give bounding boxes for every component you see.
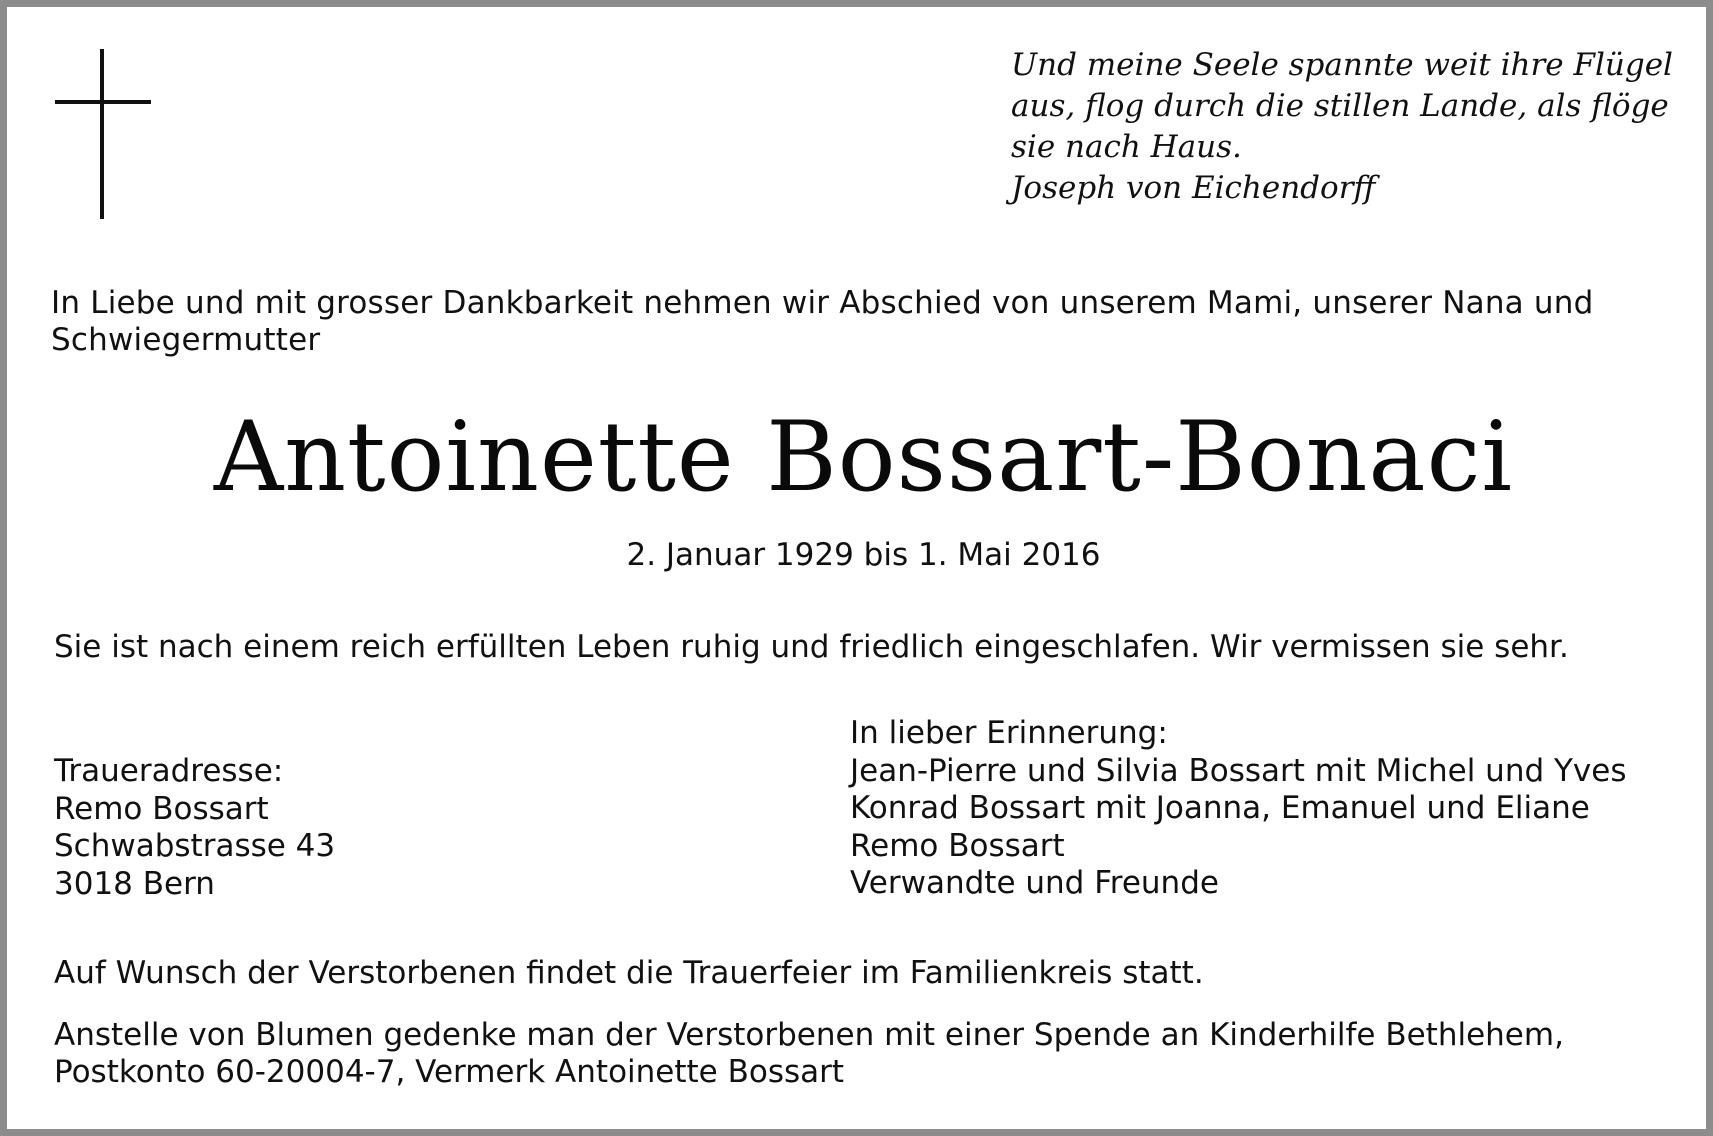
deceased-name: Antoinette Bossart-Bonaci [213,401,1514,513]
memory-block [850,715,1627,903]
cross-icon [55,49,151,219]
memory-label: In lieber Erinnerung: [850,715,1168,751]
poem-quote [1011,45,1691,209]
quote-line: Und meine Seele spannte weit ihre Flügel [1011,47,1673,83]
address-label: Traueradresse: [54,753,284,789]
intro-line: In Liebe und mit grosser Dankbarkeit nehmen wir Abschied von unserem Mami, unserer Nana und [51,285,1594,321]
mourner-line: Verwandte und Freunde [850,865,1219,901]
mourner-line: Remo Bossart [850,827,1065,864]
address-line: Remo Bossart [54,790,269,827]
address-line: 3018 Bern [54,865,215,902]
mourner-line: Jean-Pierre und Silvia Bossart mit Michel und Yves [850,752,1627,789]
ceremony-text: Auf Wunsch der Verstorbenen findet die Trauerfeier im Familienkreis statt. [54,955,1204,991]
life-dates: 2. Januar 1929 bis 1. Mai 2016 [626,537,1101,573]
quote-line: aus, flog durch die stillen Lande, als flöge [1011,88,1669,124]
address-line: Schwabstrasse 43 [54,828,336,864]
mourning-address [54,753,335,903]
quote-line: sie nach Haus. [1011,129,1242,165]
donation-line: Postkonto 60-20004-7, Vermerk Antoinette Bossart [54,1054,845,1090]
intro-line: Schwiegermutter [51,322,321,358]
quote-author: Joseph von Eichendorff [1011,170,1376,206]
statement-text: Sie ist nach einem reich erfüllten Leben ruhig und friedlich eingeschlafen. Wir vermissen sie sehr. [54,629,1569,665]
donation-line: Anstelle von Blumen gedenke man der Verstorbenen mit einer Spende an Kinderhilfe Bethlehem, [54,1017,1564,1053]
intro-text [51,285,1671,359]
donation-text [54,1017,1564,1091]
mourner-line: Konrad Bossart mit Joanna, Emanuel und Eliane [850,790,1590,826]
